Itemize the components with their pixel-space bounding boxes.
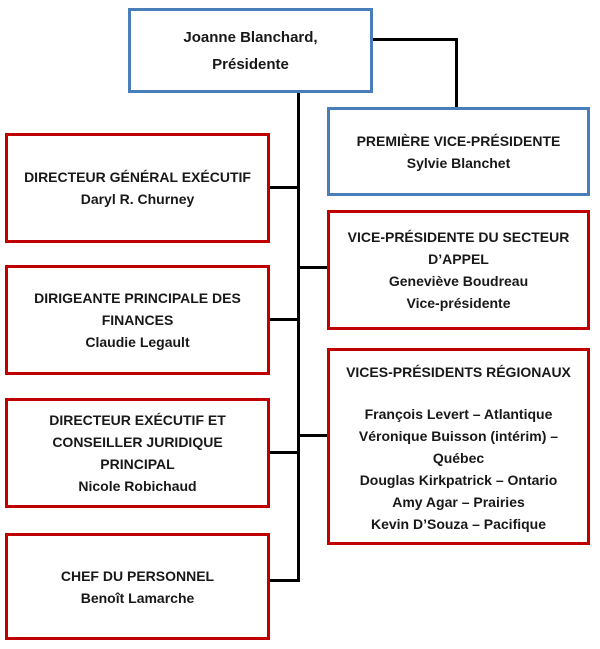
box-title: DIRECTEUR GÉNÉRAL EXÉCUTIF <box>24 169 251 185</box>
connector-branch-dirigeante-finances <box>270 318 297 321</box>
box-premiere-vice-presidente <box>327 107 590 196</box>
box-title: VICE-PRÉSIDENTE DU SECTEUR D’APPEL <box>347 229 570 267</box>
regional-vp-member: Douglas Kirkpatrick – Ontario <box>359 472 558 488</box>
connector-trunk <box>297 93 300 582</box>
connector-branch-dg-executif <box>270 186 297 189</box>
regional-vp-member-list <box>340 403 577 535</box>
president-role: Présidente <box>212 55 289 73</box>
box-directeur-general-executif <box>5 133 270 243</box>
box-vice-presidents-regionaux <box>327 348 590 545</box>
box-person-role: Vice-présidente <box>406 295 511 311</box>
connector-president-to-firstvp-horizontal <box>373 38 458 41</box>
president-name: Joanne Blanchard, <box>183 28 318 46</box>
connector-branch-vp-regionaux <box>300 434 327 437</box>
box-title: DIRIGEANTE PRINCIPALE DES FINANCES <box>34 290 241 328</box>
box-person-name: Nicole Robichaud <box>78 478 197 494</box>
connector-branch-chef-personnel <box>270 579 297 582</box>
box-person-name: Benoît Lamarche <box>80 589 195 606</box>
regional-vp-member: Amy Agar – Prairies <box>392 494 525 510</box>
connector-branch-conseiller-juridique <box>270 451 297 454</box>
regional-vp-member: Kevin D’Souza – Pacifique <box>370 516 547 532</box>
firstvp-name: Sylvie Blanchet <box>406 154 511 171</box>
box-title: VICES-PRÉSIDENTS RÉGIONAUX <box>346 364 571 380</box>
box-directeur-executif-conseiller-juridique <box>5 398 270 508</box>
box-dirigeante-principale-finances <box>5 265 270 375</box>
firstvp-title: PREMIÈRE VICE-PRÉSIDENTE <box>356 132 561 149</box>
box-chef-du-personnel <box>5 533 270 640</box>
box-person-name: Geneviève Boudreau <box>388 273 529 289</box>
box-title: DIRECTEUR EXÉCUTIF ET CONSEILLER JURIDIQUE PRINCIPAL <box>49 412 226 472</box>
regional-vp-member: François Levert – Atlantique <box>364 406 553 422</box>
connector-president-to-firstvp-vertical <box>455 38 458 110</box>
regional-vp-member: Véronique Buisson (intérim) – Québec <box>358 428 559 466</box>
box-person-name: Claudie Legault <box>85 334 190 350</box>
box-person-name: Daryl R. Churney <box>80 191 195 207</box>
box-presidente <box>128 8 373 93</box>
box-vice-presidente-secteur-appel <box>327 210 590 330</box>
connector-branch-vp-secteur-appel <box>300 266 327 269</box>
box-title: CHEF DU PERSONNEL <box>60 567 215 584</box>
